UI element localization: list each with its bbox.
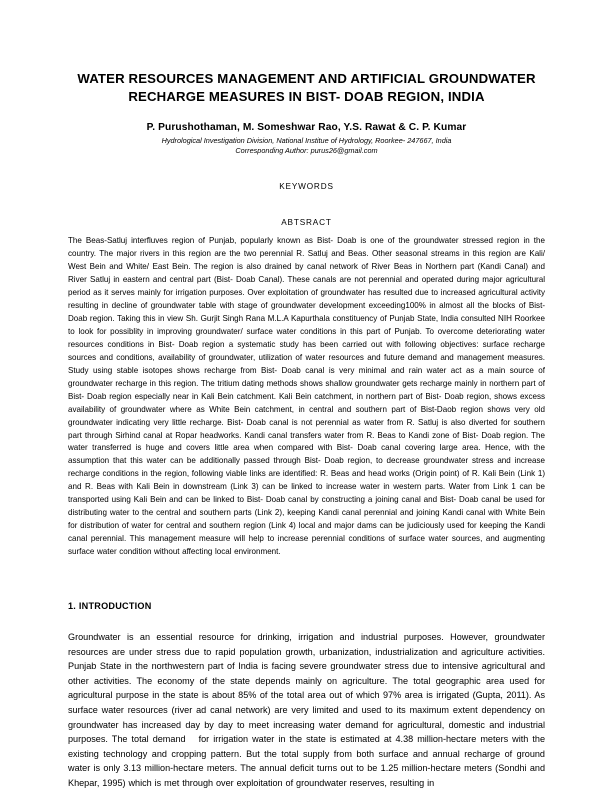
abstract-paragraph: The Beas-Satluj interfluves region of Punjab, popularly known as Bist- Doab is one of the groundwater stressed region in the country. The major rivers in this region are the two perennial R. Satluj and Beas. Other seasonal streams in this region are Kali/ West Bein and White/ East Bein. The region is also drained by canal network of River Beas in Northern part (Kandi Canal) and River Satluj in eastern and central part (Bist- Doab Canal). These canals are not perennial and operated during major agricultural period as it serves mainly for irrigation purposes. Over exploitation of groundwater has resulted due to increased agricultural activity resulting in decline of groundwater table with stage of groundwater development exceeding100% in almost all the blocks of Bist- Doab region. Taking this in view Sh. Gurjit Singh Rana M.L.A Kapurthala constituency of Punjab State, India consulted NIH Roorkee to look for possiblity in improving groundwater/ surface water conditions in this part of Punjab. To overcome deteriorating water resources conditions in Bist- Doab region a systematic study has been carried out with following objectives: surface recharge sources and conditions, availability of groundwater, utilization of water resources and future demand and management measures. Study using stable isotopes shows recharge from Bist- Doab canal is very minimal and rain water act as a main source of groundwater recharge in this region. The tritium dating methods shows shallow groundwater gets recharge mainly in northern part of Bist- Doab region especially near in Kali Bein catchment. Kali Bein catchment, in northern part of Bist- Doab region, shows excess availability of groundwater where as White Bein catchment, in central and southern part of Bist-Daob region shows very old groundwater indicating very little recharge. Bist- Doab canal is not perennial as water from R. Satluj is also diverted for southern part through Sirhind canal at Ropar headworks. Kandi canal transfers water from R. Beas to Kandi zone of Bist- Doab region. The water transferred is huge and covers little area when compared with Bist- Doab canal covering large area. Hence, with the assumption that this water can be additionally passed through Bist- Doab region, to decrease groundwater stress and increase recharge conditions in the region, following viable links are identified: R. Beas and head works (Origin point) of R. Kali Bein (Link 1) and R. Beas with Kali Bein in downstream (Link 3) can be linked to increase water in western parts. Water from Link 1 can be transported using Kali Bein and can be linked to Bist- Doab canal by constructing a joining canal and Bist- Doab canal be used for distributing water to the central and southern parts (Link 2), keeping Kandi canal perennial and joining Kandi canal with White Bein for distribution of water for central and southern region (Link 4) local and major dams can be judiciously used for keeping the Kandi canal perennial. This management measure will help to increase perennial conditions of surface water sources, and augmenting surface water condition without affecting local environment. [68, 236, 545, 557]
section-heading-introduction: 1. INTRODUCTION [68, 601, 152, 612]
introduction-paragraph [68, 630, 545, 791]
page-title: WATER RESOURCES MANAGEMENT AND ARTIFICIAL GROUNDWATER RECHARGE MEASURES IN BIST- DOAB REGION, INDIA [77, 71, 536, 104]
page-content [68, 0, 545, 792]
corresponding-author: Corresponding Author: purus26@gmail.com [235, 146, 378, 156]
author-affiliation: Hydrological Investigation Division, National Institue of Hydrology, Roorkee- 247667, India [161, 136, 452, 146]
introduction-text-part2: for irrigation water in the state is estimated at 4.38 million-hectare meters with the existing technology and cropping pattern. But the total supply from both surface and annual recharge of ground water is only 3.13 million-hectare meters. The annual deficit turns out to be 1.25 million-hectare meters (Sondhi and Khepar, 1995) which is met through over exploitation of groundwater reserves, resulting in [68, 734, 545, 788]
author-list: P. Purushothaman, M. Someshwar Rao, Y.S. Rawat & C. P. Kumar [146, 122, 467, 134]
introduction-text-part1: Groundwater is an essential resource for drinking, irrigation and industrial purposes. However, groundwater resources are under stress due to rapid population growth, urbanization, industrialization and agriculture activities. Punjab State in the northwestern part of India is facing severe groundwater stress due to intensive agricultural and other activities. The economy of the state depends mainly on agriculture. The total geographic area used for agricultural purpose in the state is about 85% of the total area out of which 97% area is irrigated (Gupta, 2011). As surface water resources (river ad canal network) are very limited and used to its maximum extent dependency on groundwater has increased day by day to meet increasing water demand for agricultural, domestic and industrial purposes. The total demand [68, 632, 545, 745]
abstract-heading: ABTSRACT [281, 218, 332, 228]
keywords-heading: KEYWORDS [279, 182, 334, 192]
